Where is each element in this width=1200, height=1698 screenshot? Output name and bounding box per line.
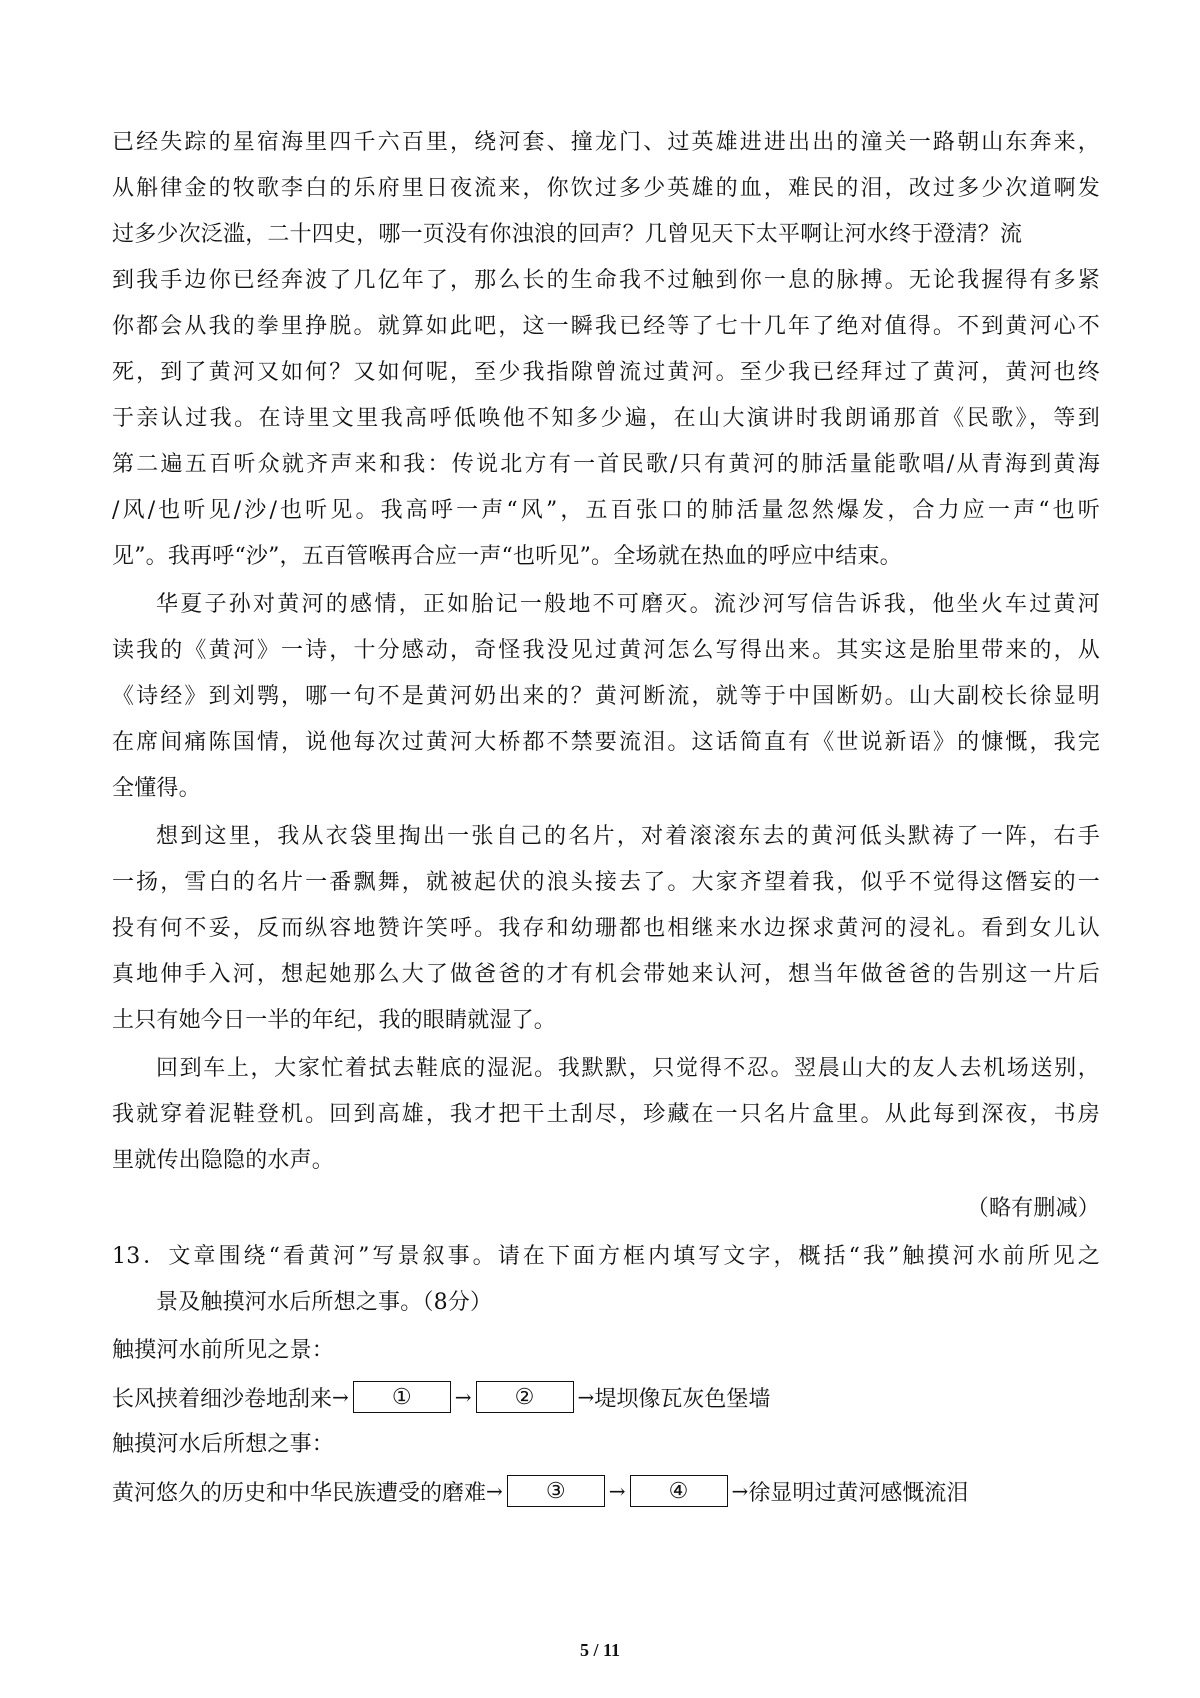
- passage-line: 一扬，雪白的名片一番飘舞，就被起伏的浪头接去了。大家齐望着我，似乎不觉得这僭妄的一: [112, 870, 1100, 895]
- after-label: 触摸河水后所想之事：: [112, 1432, 335, 1457]
- arrow-right-icon: →: [731, 1479, 749, 1503]
- passage-line: 土只有她今日一半的年纪，我的眼睛就湿了。: [112, 1008, 557, 1033]
- answer-box-2[interactable]: ②: [476, 1381, 574, 1413]
- passage-line: 第二遍五百听众就齐声来和我：传说北方有一首民歌/只有黄河的肺活量能歌唱/从青海到黄海: [112, 452, 1100, 477]
- underlined-text: 从斛律金的牧歌李白的乐府里日夜流来，你饮过多少英雄的血，难民的泪，改过多少次道啊发: [112, 176, 1100, 204]
- passage-line: 读我的《黄河》一诗，十分感动，奇怪我没见过黄河怎么写得出来。其实这是胎里带来的，从: [112, 638, 1100, 663]
- passage-line: 真地伸手入河，想起她那么大了做爸爸的才有机会带她来认河，想当年做爸爸的告别这一片后: [112, 962, 1100, 987]
- passage-note: （略有删减）: [966, 1196, 1100, 1221]
- answer-box-3[interactable]: ③: [507, 1475, 605, 1507]
- passage-line: [112, 220, 1100, 250]
- answer-box-4[interactable]: ④: [630, 1475, 728, 1507]
- passage-line: /风/也听见/沙/也听见。我高呼一声“风”，五百张口的肺活量忽然爆发，合力应一声“也听: [112, 498, 1100, 523]
- passage-line: 在席间痛陈国情，说他每次过黄河大桥都不禁要流泪。这话简直有《世说新语》的慷慨，我完: [112, 730, 1100, 755]
- passage-line: 你都会从我的拳里挣脱。就算如此吧，这一瞬我已经等了七十几年了绝对值得。不到黄河心不: [112, 314, 1100, 339]
- flow-end-text: 堤坝像瓦灰色堡墙: [594, 1386, 771, 1412]
- underlined-text: 过多少次泛滥，二十四史，哪一页没有你浊浪的回声？几曾见天下太平啊让河水终于澄清？: [112, 222, 1000, 250]
- question-stem: 13．文章围绕“看黄河”写景叙事。请在下面方框内填写文字，概括“我”触摸河水前所见之: [112, 1244, 1100, 1269]
- passage-line: 死，到了黄河又如何？又如何呢，至少我指隙曾流过黄河。至少我已经拜过了黄河，黄河也终: [112, 360, 1100, 385]
- page-number: 5 / 11: [579, 1640, 620, 1660]
- arrow-right-icon: →: [454, 1385, 472, 1409]
- before-label: 触摸河水前所见之景：: [112, 1338, 335, 1363]
- passage-line: [112, 174, 1100, 204]
- passage-line: 华夏子孙对黄河的感情，正如胎记一般地不可磨灭。流沙河写信告诉我，他坐火车过黄河: [156, 592, 1100, 617]
- passage-line: 想到这里，我从衣袋里掏出一张自己的名片，对着滚滚东去的黄河低头默祷了一阵，右手: [156, 824, 1100, 849]
- passage-line: 我就穿着泥鞋登机。回到高雄，我才把干土刮尽，珍藏在一只名片盒里。从此每到深夜，书房: [112, 1102, 1100, 1127]
- arrow-right-icon: →: [608, 1479, 626, 1503]
- passage-line: 全懂得。: [112, 776, 201, 801]
- arrow-right-icon: →: [577, 1385, 595, 1409]
- arrow-right-icon: →: [332, 1385, 349, 1409]
- passage-line: 到我手边你已经奔波了几亿年了，那么长的生命我不过触到你一息的脉搏。无论我握得有多紧: [112, 268, 1100, 293]
- passage-line: 投有何不妥，反而纵容地赞许笑呼。我存和幼珊都也相继来水边探求黄河的浸礼。看到女儿认: [112, 916, 1100, 941]
- question-stem-cont: 景及触摸河水后所想之事。（8分）: [156, 1290, 493, 1315]
- passage-line: 于亲认过我。在诗里文里我高呼低唤他不知多少遍，在山大演讲时我朗诵那首《民歌》，等到: [112, 406, 1100, 431]
- passage-line: 见”。我再呼“沙”，五百管喉再合应一声“也听见”。全场就在热血的呼应中结束。: [112, 544, 902, 569]
- passage-line: 里就传出隐隐的水声。: [112, 1148, 335, 1173]
- passage-line: 回到车上，大家忙着拭去鞋底的湿泥。我默默，只觉得不忍。翌晨山大的友人去机场送别，: [156, 1056, 1100, 1081]
- passage-line: [112, 128, 1100, 158]
- passage-line: 《诗经》到刘鹗，哪一句不是黄河奶出来的？黄河断流，就等于中国断奶。山大副校长徐显明: [112, 684, 1100, 709]
- flow-start-text: 黄河悠久的历史和中华民族遭受的磨难: [112, 1480, 487, 1506]
- answer-box-1[interactable]: ①: [353, 1381, 451, 1413]
- flow-start-text: 长风挟着细沙卷地刮来: [112, 1386, 333, 1412]
- underlined-text: 已经失踪的星宿海里四千六百里，绕河套、撞龙门、过英雄进进出出的潼关一路朝山东奔来，: [112, 130, 1100, 158]
- arrow-right-icon: →: [486, 1479, 503, 1503]
- passage-text: 流: [1000, 222, 1023, 247]
- after-flow: [112, 1473, 968, 1509]
- flow-end-text: 徐显明过黄河感慨流泪: [748, 1480, 969, 1506]
- before-flow: [112, 1379, 770, 1415]
